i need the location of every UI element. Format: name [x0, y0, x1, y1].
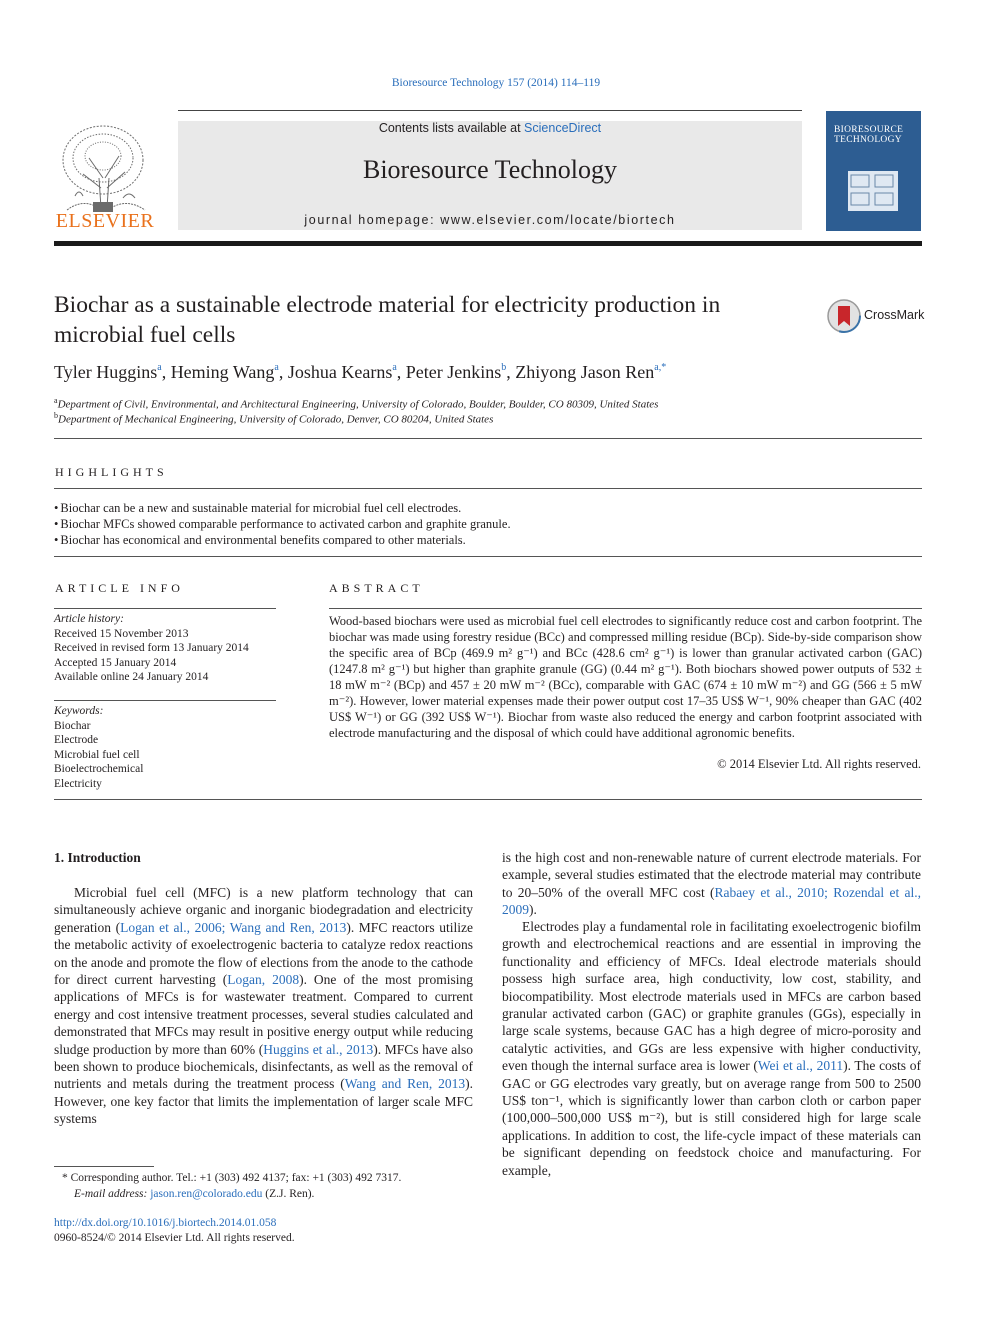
affiliation-text: Department of Civil, Environmental, and Architectural Engineering, University of Colorado, Boulder, Boulder, CO 80309, United States	[57, 398, 659, 411]
footnote	[54, 1170, 401, 1202]
body-column-right-para-1	[502, 849, 921, 919]
homepage-url[interactable]: www.elsevier.com/locate/biortech	[440, 213, 676, 227]
author-affiliation-marker[interactable]: a,*	[654, 362, 667, 373]
email-suffix: (Z.J. Ren).	[262, 1188, 315, 1200]
citation-link[interactable]: Huggins et al., 2013	[263, 1041, 374, 1057]
sciencedirect-link[interactable]: ScienceDirect	[524, 121, 602, 135]
abstract-text: Wood-based biochars were used as microbial fuel cell electrodes to significantly reduce cost and carbon footprint. The biochar was made using forestry residue (BCc) and compressed milling residue (BCp). Side-by-side comparison show the specific area of BCp (469.9 m² g⁻¹) and BCc (428.6 cm² g⁻¹) is lower than granular activated carbon (GAC) (1247.8 m² g⁻¹) but higher than graphite granule (GG) (0.44 m² g⁻¹). Both biochars showed power outputs of 532 ± 18 mW m⁻² (BCp) and 457 ± 20 mW m⁻² (BCc), comparable with GAC (674 ± 10 mW m⁻²) and GG (566 ± 5 mW m⁻²). However, lower material expenses made their power output cost 17–35 US$ W⁻¹, 90% cheaper than GAC (402 US$ W⁻¹) or GG (392 US$ W⁻¹). Biochar from waste also reduced the energy and carbon footprint associated with electrode manufacturing and the disposal of which could have additional agronomic benefits.	[329, 614, 922, 740]
author-affiliation-marker[interactable]: a	[274, 362, 279, 373]
footnote-rule	[54, 1166, 154, 1167]
homepage-line	[178, 213, 802, 227]
divider	[329, 608, 922, 609]
citation-link[interactable]: Wei et al., 2011	[757, 1058, 844, 1074]
keyword: Electricity	[54, 777, 102, 790]
affiliation-key: a	[54, 396, 58, 405]
keywords-label: Keywords:	[54, 705, 104, 717]
abstract-copyright: © 2014 Elsevier Ltd. All rights reserved.	[717, 757, 921, 771]
keyword: Electrode	[54, 734, 99, 746]
citation-link[interactable]: Rabaey et al., 2010; Rozendal et al., 2009	[502, 884, 921, 918]
citation-link[interactable]: Logan et al., 2006; Wang and Ren, 2013	[120, 919, 347, 935]
history-received: Received 15 November 2013	[54, 627, 189, 640]
cover-title: BIORESOURCE TECHNOLOGY	[834, 125, 904, 145]
author-name[interactable]: Zhiyong Jason Ren	[515, 362, 655, 382]
divider	[54, 700, 276, 701]
author-affiliation-marker[interactable]: b	[501, 362, 507, 373]
elsevier-logo[interactable]	[53, 118, 157, 234]
affiliation-a	[54, 396, 658, 411]
doi-block	[54, 1216, 295, 1246]
crossmark-label: CrossMark	[864, 308, 925, 322]
divider	[54, 488, 922, 489]
affiliation-b	[54, 411, 493, 426]
keywords	[54, 704, 276, 791]
body-column-right-para-2	[502, 918, 921, 1179]
highlight-item: • Biochar MFCs showed comparable performance to activated carbon and graphite granule.	[54, 516, 511, 532]
keyword: Bioelectrochemical	[54, 763, 144, 775]
article-info-heading: ARTICLE INFO	[55, 581, 184, 595]
article-history	[54, 612, 276, 685]
history-revised: Received in revised form 13 January 2014	[54, 642, 249, 654]
body-text: ).	[529, 902, 537, 918]
header-thick-rule	[54, 241, 922, 246]
author-affiliation-marker[interactable]: a	[157, 362, 162, 373]
highlight-item: • Biochar can be a new and sustainable material for microbial fuel cell electrodes.	[54, 500, 511, 516]
body-text: ). MFC reactors utilize the metabolic activity of exoelectrogenic bacteria to catalyze redox reactions on the anode and promote the flow of elections from the anode to the cathode for direct current harvesting (	[54, 919, 473, 988]
abstract-heading: ABSTRACT	[329, 581, 424, 595]
history-accepted: Accepted 15 January 2014	[54, 656, 177, 669]
elsevier-wordmark: ELSEVIER	[55, 210, 155, 232]
author-name[interactable]: Joshua Kearns	[287, 362, 393, 382]
section-heading-introduction: 1. Introduction	[54, 850, 141, 865]
divider	[54, 556, 922, 557]
article-title: Biochar as a sustainable electrode material for electricity production in microbial fuel cells	[54, 292, 721, 348]
email-note	[54, 1186, 401, 1202]
crossmark-icon	[826, 298, 862, 334]
journal-name: Bioresource Technology	[362, 155, 618, 184]
author-name[interactable]: Tyler Huggins	[54, 362, 158, 382]
history-label: Article history:	[54, 613, 124, 625]
body-text: ). MFCs have also been shown to produce biochemicals, disinfectants, as well as the removal of nutrients and metals during the treatment process (	[54, 1041, 473, 1092]
cover-figure-icon	[848, 171, 898, 211]
email-link[interactable]: jason.ren@colorado.edu	[150, 1188, 263, 1200]
divider	[54, 799, 922, 800]
highlights-list	[54, 500, 511, 548]
journal-cover-thumbnail[interactable]	[826, 111, 921, 231]
crossmark-badge[interactable]	[826, 298, 926, 334]
keyword: Biochar	[54, 719, 91, 732]
body-text: ). However, one key factor that limits the implementation of larger scale MFC systems	[54, 1076, 473, 1127]
email-label: E-mail address:	[74, 1188, 151, 1200]
doi-link[interactable]: http://dx.doi.org/10.1016/j.biortech.2014.01.058	[54, 1217, 277, 1229]
body-text: Microbial fuel cell (MFC) is a new platform technology that can simultaneously achieve organic and inorganic biodegradation and electricity generation (	[54, 885, 473, 935]
divider	[54, 608, 276, 609]
cover-figure	[848, 171, 898, 211]
history-online: Available online 24 January 2014	[54, 671, 209, 683]
citation-link[interactable]: Logan, 2008	[227, 972, 300, 988]
contents-prefix: Contents lists available at	[378, 121, 525, 135]
citation-link[interactable]: Wang and Ren, 2013	[344, 1076, 466, 1092]
body-text: Electrodes play a fundamental role in facilitating exoelectrogenic biofilm growth and electrochemical reactions and are essential in improving the functionality and efficiency of MFCs. Ideal electrode materials should possess high surface area, high conductivity, low cost, stability, and biocompatibility. Most electrode materials used in MFCs are carbon based granular activated carbon (GAC) or graphite granules (GGs), especially in large scale systems, because GAC has a high degree of micro-porosity and catalytic activities, and GGs are less expensive with higher conductivity, even though the internal surface area is lower (	[502, 919, 921, 1074]
keyword: Microbial fuel cell	[54, 748, 140, 761]
affiliation-text: Department of Mechanical Engineering, University of Colorado, Denver, CO 80204, United States	[58, 413, 494, 426]
body-text: ). One of the most promising applications of MFCs is for wastewater treatment. Compared to current energy and cost intensive treatment processes, several studies calculated and demonstrated that MFCs may result in positive energy output while reducing sludge production by more than 60% (	[54, 972, 473, 1057]
body-text: ). The costs of GAC or GG electrodes vary greatly, but on average range from 500 to 2500 US$ ton⁻¹, which is significantly lower than carbon cloth or carbon paper (100,000–500,000 US$ m⁻²), but is still considered high for large scale applications. In addition to cost, the life-cycle impact of these materials can be significant depending on feedstock choice and manufacturing. For example,	[502, 1058, 921, 1178]
author-name[interactable]: Heming Wang	[170, 362, 275, 382]
author-name[interactable]: Peter Jenkins	[405, 362, 502, 382]
affiliation-key: b	[54, 411, 58, 420]
author-affiliation-marker[interactable]: a	[392, 362, 397, 373]
header-rule	[178, 110, 802, 111]
highlight-item: • Biochar has economical and environmental benefits compared to other materials.	[54, 532, 511, 548]
author-list: Tyler Huggins$^a$, Heming Wang$^a$, Joshua Kearns$^a$, Peter Jenkins$^b$, Zhiyong Jason Ren$^{a,*}$	[54, 362, 667, 382]
divider	[54, 438, 922, 439]
body-text: is the high cost and non-renewable nature of current electrode materials. For example, several studies estimated that the electrode material may contribute to 20–50% of the overall MFC cost (	[502, 850, 921, 900]
issn-copyright: 0960-8524/© 2014 Elsevier Ltd. All rights reserved.	[54, 1232, 295, 1244]
body-column-left	[54, 884, 473, 1128]
journal-header-box	[178, 121, 802, 230]
contents-line	[178, 121, 802, 135]
corresponding-author-note: * Corresponding author. Tel.: +1 (303) 492 4137; fax: +1 (303) 492 7317.	[62, 1172, 402, 1184]
highlights-heading: HIGHLIGHTS	[55, 465, 168, 479]
journal-citation[interactable]: Bioresource Technology 157 (2014) 114–119	[391, 77, 601, 89]
homepage-prefix: journal homepage:	[304, 213, 441, 227]
